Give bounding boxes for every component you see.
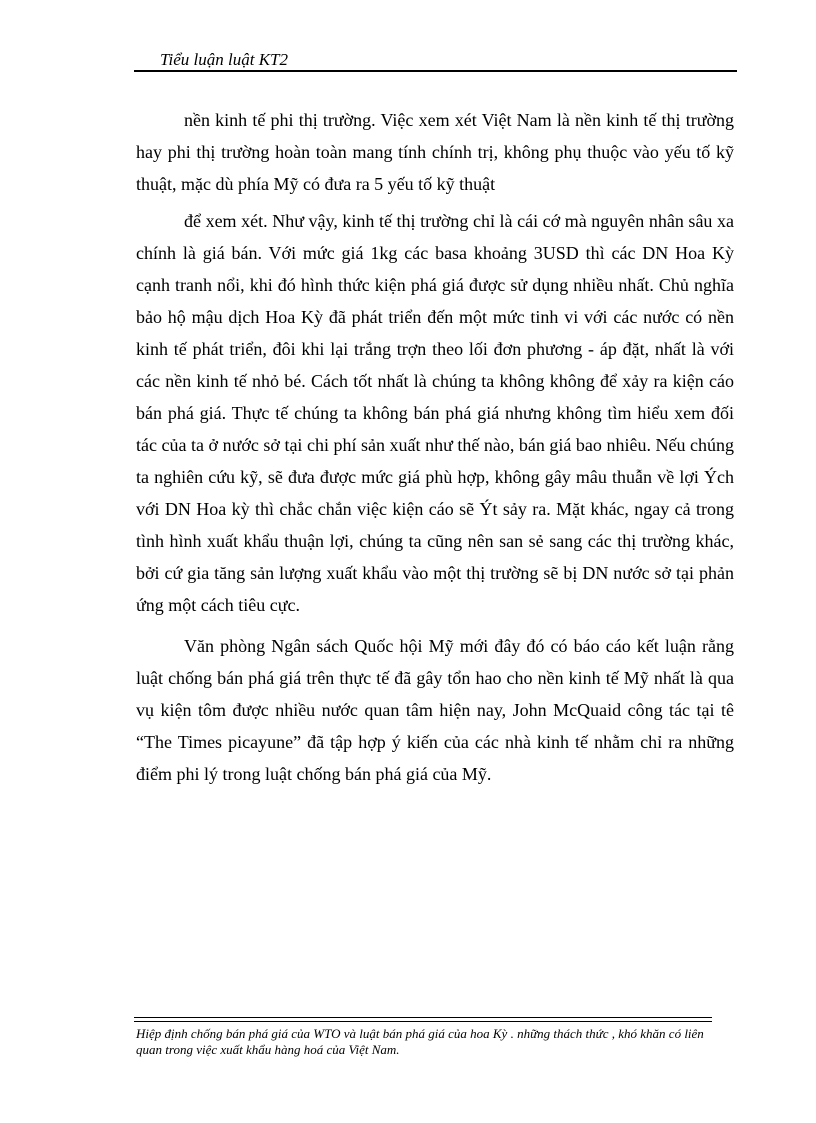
footer-divider	[134, 1017, 712, 1022]
paragraph-2: để xem xét. Như vậy, kinh tế thị trường chỉ là cái cớ mà nguyên nhân sâu xa chính là giá bán. Với mức giá 1kg các basa khoảng 3USD thì các DN Hoa Kỳ cạnh tranh nổi, khi đó hình thức kiện phá giá được sử dụng nhiều nhất. Chủ nghĩa bảo hộ mậu dịch Hoa Kỳ đã phát triển đến một mức tinh vi với các nước có nền kinh tế phát triển, đôi khi lại trắng trợn theo lối đơn phương - áp đặt, nhất là với các nền kinh tế nhỏ bé. Cách tốt nhất là chúng ta không không để xảy ra kiện cáo bán phá giá. Thực tế chúng ta không bán phá giá nhưng không tìm hiểu xem đối tác của ta ở nước sở tại chi phí sản xuất như thế nào, bán giá bao nhiêu. Nếu chúng ta nghiên cứu kỹ, sẽ đưa được mức giá phù hợp, không gây mâu thuẫn về lợi Ých với DN Hoa kỳ thì chắc chắn việc kiện cáo sẽ Ýt sảy ra. Mặt khác, ngay cả trong tình hình xuất khẩu thuận lợi, chúng ta cũng nên san sẻ sang các thị trường khác, bởi cứ gia tăng sản lượng xuất khẩu vào một thị trường sẽ bị DN nước sở tại phản ứng một cách tiêu cực.	[136, 211, 734, 615]
header-divider	[134, 70, 737, 72]
document-body	[136, 104, 734, 790]
page-header-title: Tiểu luận luật KT2	[160, 50, 288, 69]
paragraph-3: Văn phòng Ngân sách Quốc hội Mỹ mới đây đó có báo cáo kết luận rằng luật chống bán phá giá trên thực tế đã gây tổn hao cho nền kinh tế Mỹ nhất là qua vụ kiện tôm được nhiều nước quan tâm hiện nay, John McQuaid công tác tại tê “The Times picayune” đã tập hợp ý kiến của các nhà kinh tế nhằm chỉ ra những điểm phi lý trong luật chống bán phá giá của Mỹ.	[136, 636, 734, 784]
page-footer-text: Hiệp định chống bán phá giá của WTO và luật bán phá giá của hoa Kỳ . những thách thức , khó khăn có liên quan trong việc xuất khẩu hàng hoá của Việt Nam.	[136, 1026, 704, 1057]
paragraph-1: nền kinh tế phi thị trường. Việc xem xét Việt Nam là nền kinh tế thị trường hay phi thị trường hoàn toàn mang tính chính trị, không phụ thuộc vào yếu tố kỹ thuật, mặc dù phía Mỹ có đưa ra 5 yếu tố kỹ thuật	[136, 110, 734, 194]
